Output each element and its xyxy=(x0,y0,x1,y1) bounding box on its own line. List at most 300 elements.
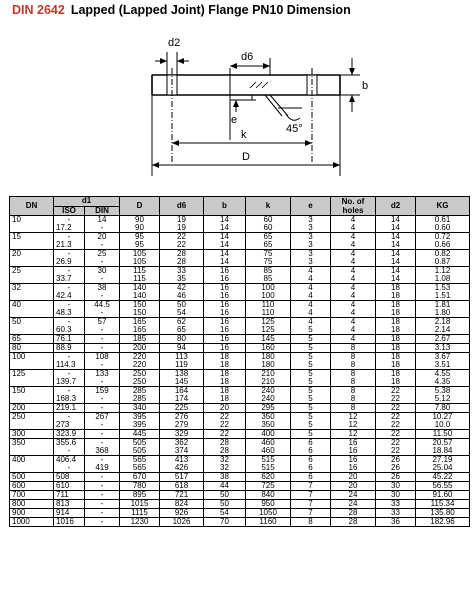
label-angle: 45° xyxy=(286,123,303,135)
table-cell: 0.87 xyxy=(416,258,470,267)
table-cell: 225 xyxy=(160,404,204,413)
table-cell: 18 xyxy=(376,326,416,335)
table-cell: 2.67 xyxy=(416,335,470,344)
table-cell: 174 xyxy=(160,395,204,404)
table-cell: 1050 xyxy=(246,509,291,518)
table-cell: 18 xyxy=(376,335,416,344)
table-cell: 5 xyxy=(291,370,331,379)
table-cell: 164 xyxy=(160,387,204,396)
table-cell: 780 xyxy=(120,482,160,491)
table-cell: - xyxy=(85,491,120,500)
table-cell: 22 xyxy=(376,404,416,413)
table-cell: 105 xyxy=(120,258,160,267)
table-cell: 340 xyxy=(120,404,160,413)
table-cell: 350 xyxy=(10,439,54,448)
table-cell: 16 xyxy=(204,284,246,293)
table-cell: 48.3 xyxy=(54,309,85,318)
table-cell: 139.7 xyxy=(54,378,85,387)
table-cell: 75 xyxy=(246,258,291,267)
table-cell: 11.50 xyxy=(416,430,470,439)
table-cell: 35 xyxy=(160,275,204,284)
table-cell: 150 xyxy=(10,387,54,396)
table-cell: 32 xyxy=(204,456,246,465)
table-cell: 8 xyxy=(291,518,331,527)
table-cell: 33.7 xyxy=(54,275,85,284)
standard-code: DIN 2642 xyxy=(12,3,65,17)
table-cell: - xyxy=(54,301,85,310)
table-cell: 14 xyxy=(376,250,416,259)
table-cell: 65 xyxy=(246,241,291,250)
table-row xyxy=(10,335,470,344)
table-cell: 20 xyxy=(85,233,120,242)
table-cell: 4 xyxy=(331,241,376,250)
table-cell: 30 xyxy=(376,491,416,500)
table-row xyxy=(10,370,470,379)
table-cell: 1016 xyxy=(54,518,85,527)
table-row xyxy=(10,241,470,250)
table-cell: 900 xyxy=(10,509,54,518)
table-cell: 57 xyxy=(85,318,120,327)
table-cell: 26.9 xyxy=(54,258,85,267)
table-cell: 10 xyxy=(10,216,54,225)
table-cell: 8 xyxy=(331,361,376,370)
table-cell: - xyxy=(85,224,120,233)
col-din: DIN xyxy=(85,206,120,216)
table-cell: 12 xyxy=(331,430,376,439)
table-cell: 115 xyxy=(120,267,160,276)
table-cell: 14 xyxy=(204,250,246,259)
table-cell xyxy=(10,326,54,335)
table-cell: 4 xyxy=(331,309,376,318)
table-cell: 16 xyxy=(331,456,376,465)
table-cell: 32 xyxy=(204,464,246,473)
table-cell: 267 xyxy=(85,413,120,422)
table-cell: 16 xyxy=(331,447,376,456)
table-cell: 926 xyxy=(160,509,204,518)
table-row xyxy=(10,275,470,284)
table-cell: 18 xyxy=(204,370,246,379)
table-cell: 28 xyxy=(204,447,246,456)
col-d1: d1 xyxy=(54,197,120,207)
table-cell: 1.12 xyxy=(416,267,470,276)
col-b: b xyxy=(204,197,246,216)
table-cell: 22 xyxy=(204,430,246,439)
table-cell: 165 xyxy=(120,318,160,327)
table-row xyxy=(10,518,470,527)
table-cell: 18 xyxy=(204,353,246,362)
table-cell: 4 xyxy=(291,309,331,318)
table-cell: 115 xyxy=(120,275,160,284)
table-cell: - xyxy=(54,318,85,327)
table-cell: - xyxy=(85,482,120,491)
table-cell: 18 xyxy=(376,318,416,327)
table-cell: 10.27 xyxy=(416,413,470,422)
flange-drawing xyxy=(0,28,474,190)
table-cell: 24 xyxy=(331,500,376,509)
table-cell: 413 xyxy=(160,456,204,465)
table-cell: 1160 xyxy=(246,518,291,527)
table-cell: 33 xyxy=(160,267,204,276)
table-cell: 240 xyxy=(246,387,291,396)
table-cell: 395 xyxy=(120,413,160,422)
table-cell: 285 xyxy=(120,387,160,396)
table-cell: 3 xyxy=(291,233,331,242)
page-title xyxy=(12,3,351,17)
table-cell: 16 xyxy=(204,335,246,344)
table-cell: 185 xyxy=(120,335,160,344)
col-holes: No. of holes xyxy=(331,197,376,216)
table-cell: 800 xyxy=(10,500,54,509)
table-cell: 0.60 xyxy=(416,224,470,233)
table-cell: 300 xyxy=(10,430,54,439)
table-cell: 5 xyxy=(291,387,331,396)
table-cell: 44 xyxy=(204,482,246,491)
table-cell: 12 xyxy=(331,413,376,422)
table-cell: 22 xyxy=(376,421,416,430)
table-cell: 20 xyxy=(10,250,54,259)
table-cell: 54 xyxy=(160,309,204,318)
table-cell: - xyxy=(85,500,120,509)
table-cell: 25 xyxy=(85,250,120,259)
table-cell: 160 xyxy=(246,344,291,353)
table-cell: 28 xyxy=(331,509,376,518)
table-cell: 20 xyxy=(331,482,376,491)
table-cell: 20 xyxy=(204,404,246,413)
table-cell: 3.13 xyxy=(416,344,470,353)
table-cell: 119 xyxy=(160,361,204,370)
table-cell: 2.18 xyxy=(416,318,470,327)
table-cell: 42 xyxy=(160,284,204,293)
table-cell: 824 xyxy=(160,500,204,509)
table-cell: 5 xyxy=(291,344,331,353)
table-cell: 26 xyxy=(376,473,416,482)
table-cell: 22 xyxy=(204,413,246,422)
table-cell: - xyxy=(85,275,120,284)
table-cell: 14 xyxy=(376,224,416,233)
label-d2: d2 xyxy=(168,37,181,49)
table-cell: 18 xyxy=(376,344,416,353)
table-cell: 180 xyxy=(246,361,291,370)
header-row-1 xyxy=(10,197,470,207)
table-cell: 90 xyxy=(120,224,160,233)
table-cell: 14 xyxy=(376,241,416,250)
table-cell: 1115 xyxy=(120,509,160,518)
table-cell: 44.5 xyxy=(85,301,120,310)
table-cell: 56.55 xyxy=(416,482,470,491)
table-cell: 18 xyxy=(376,370,416,379)
table-cell: 16 xyxy=(204,275,246,284)
table-row xyxy=(10,378,470,387)
table-cell: 60.3 xyxy=(54,326,85,335)
table-cell: - xyxy=(54,413,85,422)
table-cell: 250 xyxy=(120,378,160,387)
dimension-table xyxy=(9,196,470,527)
table-cell: 14 xyxy=(376,258,416,267)
table-cell: 88.9 xyxy=(54,344,85,353)
table-cell: 7 xyxy=(291,509,331,518)
table-cell: 4 xyxy=(331,267,376,276)
table-cell xyxy=(10,395,54,404)
table-cell: 5 xyxy=(291,335,331,344)
table-cell: 46 xyxy=(160,292,204,301)
table-cell: 1015 xyxy=(120,500,160,509)
table-cell: 4 xyxy=(331,301,376,310)
table-cell: - xyxy=(54,233,85,242)
table-cell: 80 xyxy=(160,335,204,344)
table-cell: 362 xyxy=(160,439,204,448)
table-cell: 3 xyxy=(291,258,331,267)
table-cell: 135.80 xyxy=(416,509,470,518)
table-cell: 159 xyxy=(85,387,120,396)
label-k: k xyxy=(241,129,247,141)
table-cell: 22 xyxy=(376,413,416,422)
table-cell xyxy=(10,464,54,473)
table-cell: 22 xyxy=(160,241,204,250)
table-cell: 150 xyxy=(120,309,160,318)
table-cell: 25 xyxy=(10,267,54,276)
table-cell: 24 xyxy=(331,491,376,500)
table-cell: - xyxy=(85,404,120,413)
table-cell: 279 xyxy=(160,421,204,430)
table-row xyxy=(10,430,470,439)
table-cell: 125 xyxy=(246,318,291,327)
table-row xyxy=(10,301,470,310)
table-cell: 80 xyxy=(10,344,54,353)
table-cell: 14 xyxy=(376,233,416,242)
table-row xyxy=(10,447,470,456)
table-cell: 16 xyxy=(204,318,246,327)
table-cell: 500 xyxy=(10,473,54,482)
table-cell: 145 xyxy=(160,378,204,387)
table-cell: 18 xyxy=(204,387,246,396)
table-cell: 85 xyxy=(246,275,291,284)
table-cell: 12 xyxy=(331,421,376,430)
table-cell: 8 xyxy=(331,378,376,387)
table-cell: - xyxy=(85,258,120,267)
table-cell: 3.51 xyxy=(416,361,470,370)
table-cell: 60 xyxy=(246,216,291,225)
table-cell: 50 xyxy=(204,491,246,500)
table-cell: 14 xyxy=(376,275,416,284)
table-cell: 16 xyxy=(331,439,376,448)
table-cell: 38 xyxy=(85,284,120,293)
table-cell: 600 xyxy=(10,482,54,491)
table-cell: 620 xyxy=(246,473,291,482)
table-cell xyxy=(10,361,54,370)
table-cell: 445 xyxy=(120,430,160,439)
table-cell: 200 xyxy=(10,404,54,413)
table-cell: 18 xyxy=(376,378,416,387)
table-cell: 4 xyxy=(331,250,376,259)
table-cell: 14 xyxy=(85,216,120,225)
table-cell: 32 xyxy=(10,284,54,293)
table-cell: - xyxy=(54,267,85,276)
title-text: Lapped (Lapped Joint) Flange PN10 Dimension xyxy=(70,3,351,17)
table-cell: 400 xyxy=(10,456,54,465)
table-cell: 220 xyxy=(120,353,160,362)
table-cell: 50 xyxy=(204,500,246,509)
table-row xyxy=(10,439,470,448)
table-body xyxy=(10,216,470,527)
col-dn: DN xyxy=(10,197,54,216)
table-cell: 145 xyxy=(246,335,291,344)
table-cell: 565 xyxy=(120,456,160,465)
table-cell: 4 xyxy=(331,233,376,242)
table-cell: 138 xyxy=(160,370,204,379)
table-cell: 110 xyxy=(246,309,291,318)
table-cell: - xyxy=(54,250,85,259)
table-row xyxy=(10,387,470,396)
table-cell: 295 xyxy=(246,404,291,413)
table-cell: 200 xyxy=(120,344,160,353)
table-cell: 180 xyxy=(246,353,291,362)
table-cell: 8 xyxy=(331,353,376,362)
table-cell: 4 xyxy=(291,275,331,284)
table-cell: 16 xyxy=(204,344,246,353)
table-cell: 20.57 xyxy=(416,439,470,448)
table-cell: 70 xyxy=(204,518,246,527)
table-cell: 150 xyxy=(120,301,160,310)
table-cell: 125 xyxy=(246,326,291,335)
table-row xyxy=(10,284,470,293)
table-cell: 840 xyxy=(246,491,291,500)
table-cell: 505 xyxy=(120,447,160,456)
table-cell: 5 xyxy=(291,395,331,404)
table-cell: 250 xyxy=(10,413,54,422)
table-cell: 95 xyxy=(120,233,160,242)
table-cell: - xyxy=(85,439,120,448)
table-cell: 18 xyxy=(204,361,246,370)
table-cell: - xyxy=(85,518,120,527)
table-cell: 895 xyxy=(120,491,160,500)
table-cell: 26 xyxy=(376,464,416,473)
table-cell: 1.81 xyxy=(416,301,470,310)
table-cell: 7 xyxy=(291,482,331,491)
table-cell: 6 xyxy=(291,464,331,473)
table-cell: - xyxy=(85,395,120,404)
table-cell: 115.34 xyxy=(416,500,470,509)
table-cell: 22 xyxy=(376,430,416,439)
table-cell: 30 xyxy=(85,267,120,276)
table-cell: 395 xyxy=(120,421,160,430)
table-row xyxy=(10,509,470,518)
table-cell: 4 xyxy=(291,284,331,293)
table-cell: 62 xyxy=(160,318,204,327)
table-cell: 75 xyxy=(246,250,291,259)
table-cell: 20 xyxy=(331,473,376,482)
table-cell: 6 xyxy=(291,456,331,465)
table-cell: 14 xyxy=(376,267,416,276)
table-cell: 5 xyxy=(291,378,331,387)
table-cell: 515 xyxy=(246,464,291,473)
table-cell: 16 xyxy=(204,301,246,310)
table-cell: 350 xyxy=(246,413,291,422)
table-cell: 4 xyxy=(331,292,376,301)
table-cell: - xyxy=(54,387,85,396)
table-cell: 721 xyxy=(160,491,204,500)
table-cell: 6 xyxy=(291,473,331,482)
table-cell: 5 xyxy=(291,413,331,422)
table-cell: 419 xyxy=(85,464,120,473)
table-cell: 17.2 xyxy=(54,224,85,233)
table-cell: 110 xyxy=(246,301,291,310)
table-cell xyxy=(10,447,54,456)
table-cell: 1.51 xyxy=(416,292,470,301)
table-cell: 140 xyxy=(120,292,160,301)
table-cell: 8 xyxy=(331,387,376,396)
table-cell: 140 xyxy=(120,284,160,293)
col-D: D xyxy=(120,197,160,216)
table-cell: 1.80 xyxy=(416,309,470,318)
table-cell: 1000 xyxy=(10,518,54,527)
table-cell: 16 xyxy=(204,292,246,301)
table-cell: 18 xyxy=(204,395,246,404)
table-cell: 165 xyxy=(120,326,160,335)
table-cell: 220 xyxy=(120,361,160,370)
table-cell: 5 xyxy=(291,404,331,413)
table-cell: 100 xyxy=(246,284,291,293)
table-cell: 8 xyxy=(331,404,376,413)
table-cell: - xyxy=(85,421,120,430)
table-row xyxy=(10,292,470,301)
table-cell: 4 xyxy=(291,292,331,301)
table-cell: 7 xyxy=(291,491,331,500)
table-cell: 4 xyxy=(331,318,376,327)
table-cell: 14 xyxy=(204,258,246,267)
table-cell: 323.9 xyxy=(54,430,85,439)
table-row xyxy=(10,395,470,404)
table-cell xyxy=(10,309,54,318)
table-cell: 0.82 xyxy=(416,250,470,259)
label-b: b xyxy=(362,80,369,92)
table-cell: 4.35 xyxy=(416,378,470,387)
table-cell: 711 xyxy=(54,491,85,500)
table-cell: 210 xyxy=(246,370,291,379)
col-d2: d2 xyxy=(376,197,416,216)
table-cell: 4 xyxy=(291,267,331,276)
table-cell: 45.22 xyxy=(416,473,470,482)
table-cell: 0.72 xyxy=(416,233,470,242)
table-cell: 406.4 xyxy=(54,456,85,465)
table-row xyxy=(10,456,470,465)
table-cell: 28 xyxy=(160,258,204,267)
col-e: e xyxy=(291,197,331,216)
table-row xyxy=(10,473,470,482)
table-cell: 374 xyxy=(160,447,204,456)
table-cell: 4 xyxy=(331,335,376,344)
table-cell: 94 xyxy=(160,344,204,353)
table-cell: 285 xyxy=(120,395,160,404)
table-cell: 18 xyxy=(376,301,416,310)
table-cell: 517 xyxy=(160,473,204,482)
table-cell: 3 xyxy=(291,241,331,250)
table-cell: 19 xyxy=(160,224,204,233)
table-row xyxy=(10,421,470,430)
col-kg: KG xyxy=(416,197,470,216)
table-row xyxy=(10,318,470,327)
table-cell: 65 xyxy=(10,335,54,344)
table-cell: 21.3 xyxy=(54,241,85,250)
table-cell: 3.67 xyxy=(416,353,470,362)
table-cell: 22 xyxy=(204,421,246,430)
table-cell: 19 xyxy=(160,216,204,225)
table-cell xyxy=(10,258,54,267)
table-cell: 18.84 xyxy=(416,447,470,456)
table-cell: 28 xyxy=(204,439,246,448)
table-cell: 813 xyxy=(54,500,85,509)
table-cell: 460 xyxy=(246,447,291,456)
table-row xyxy=(10,491,470,500)
